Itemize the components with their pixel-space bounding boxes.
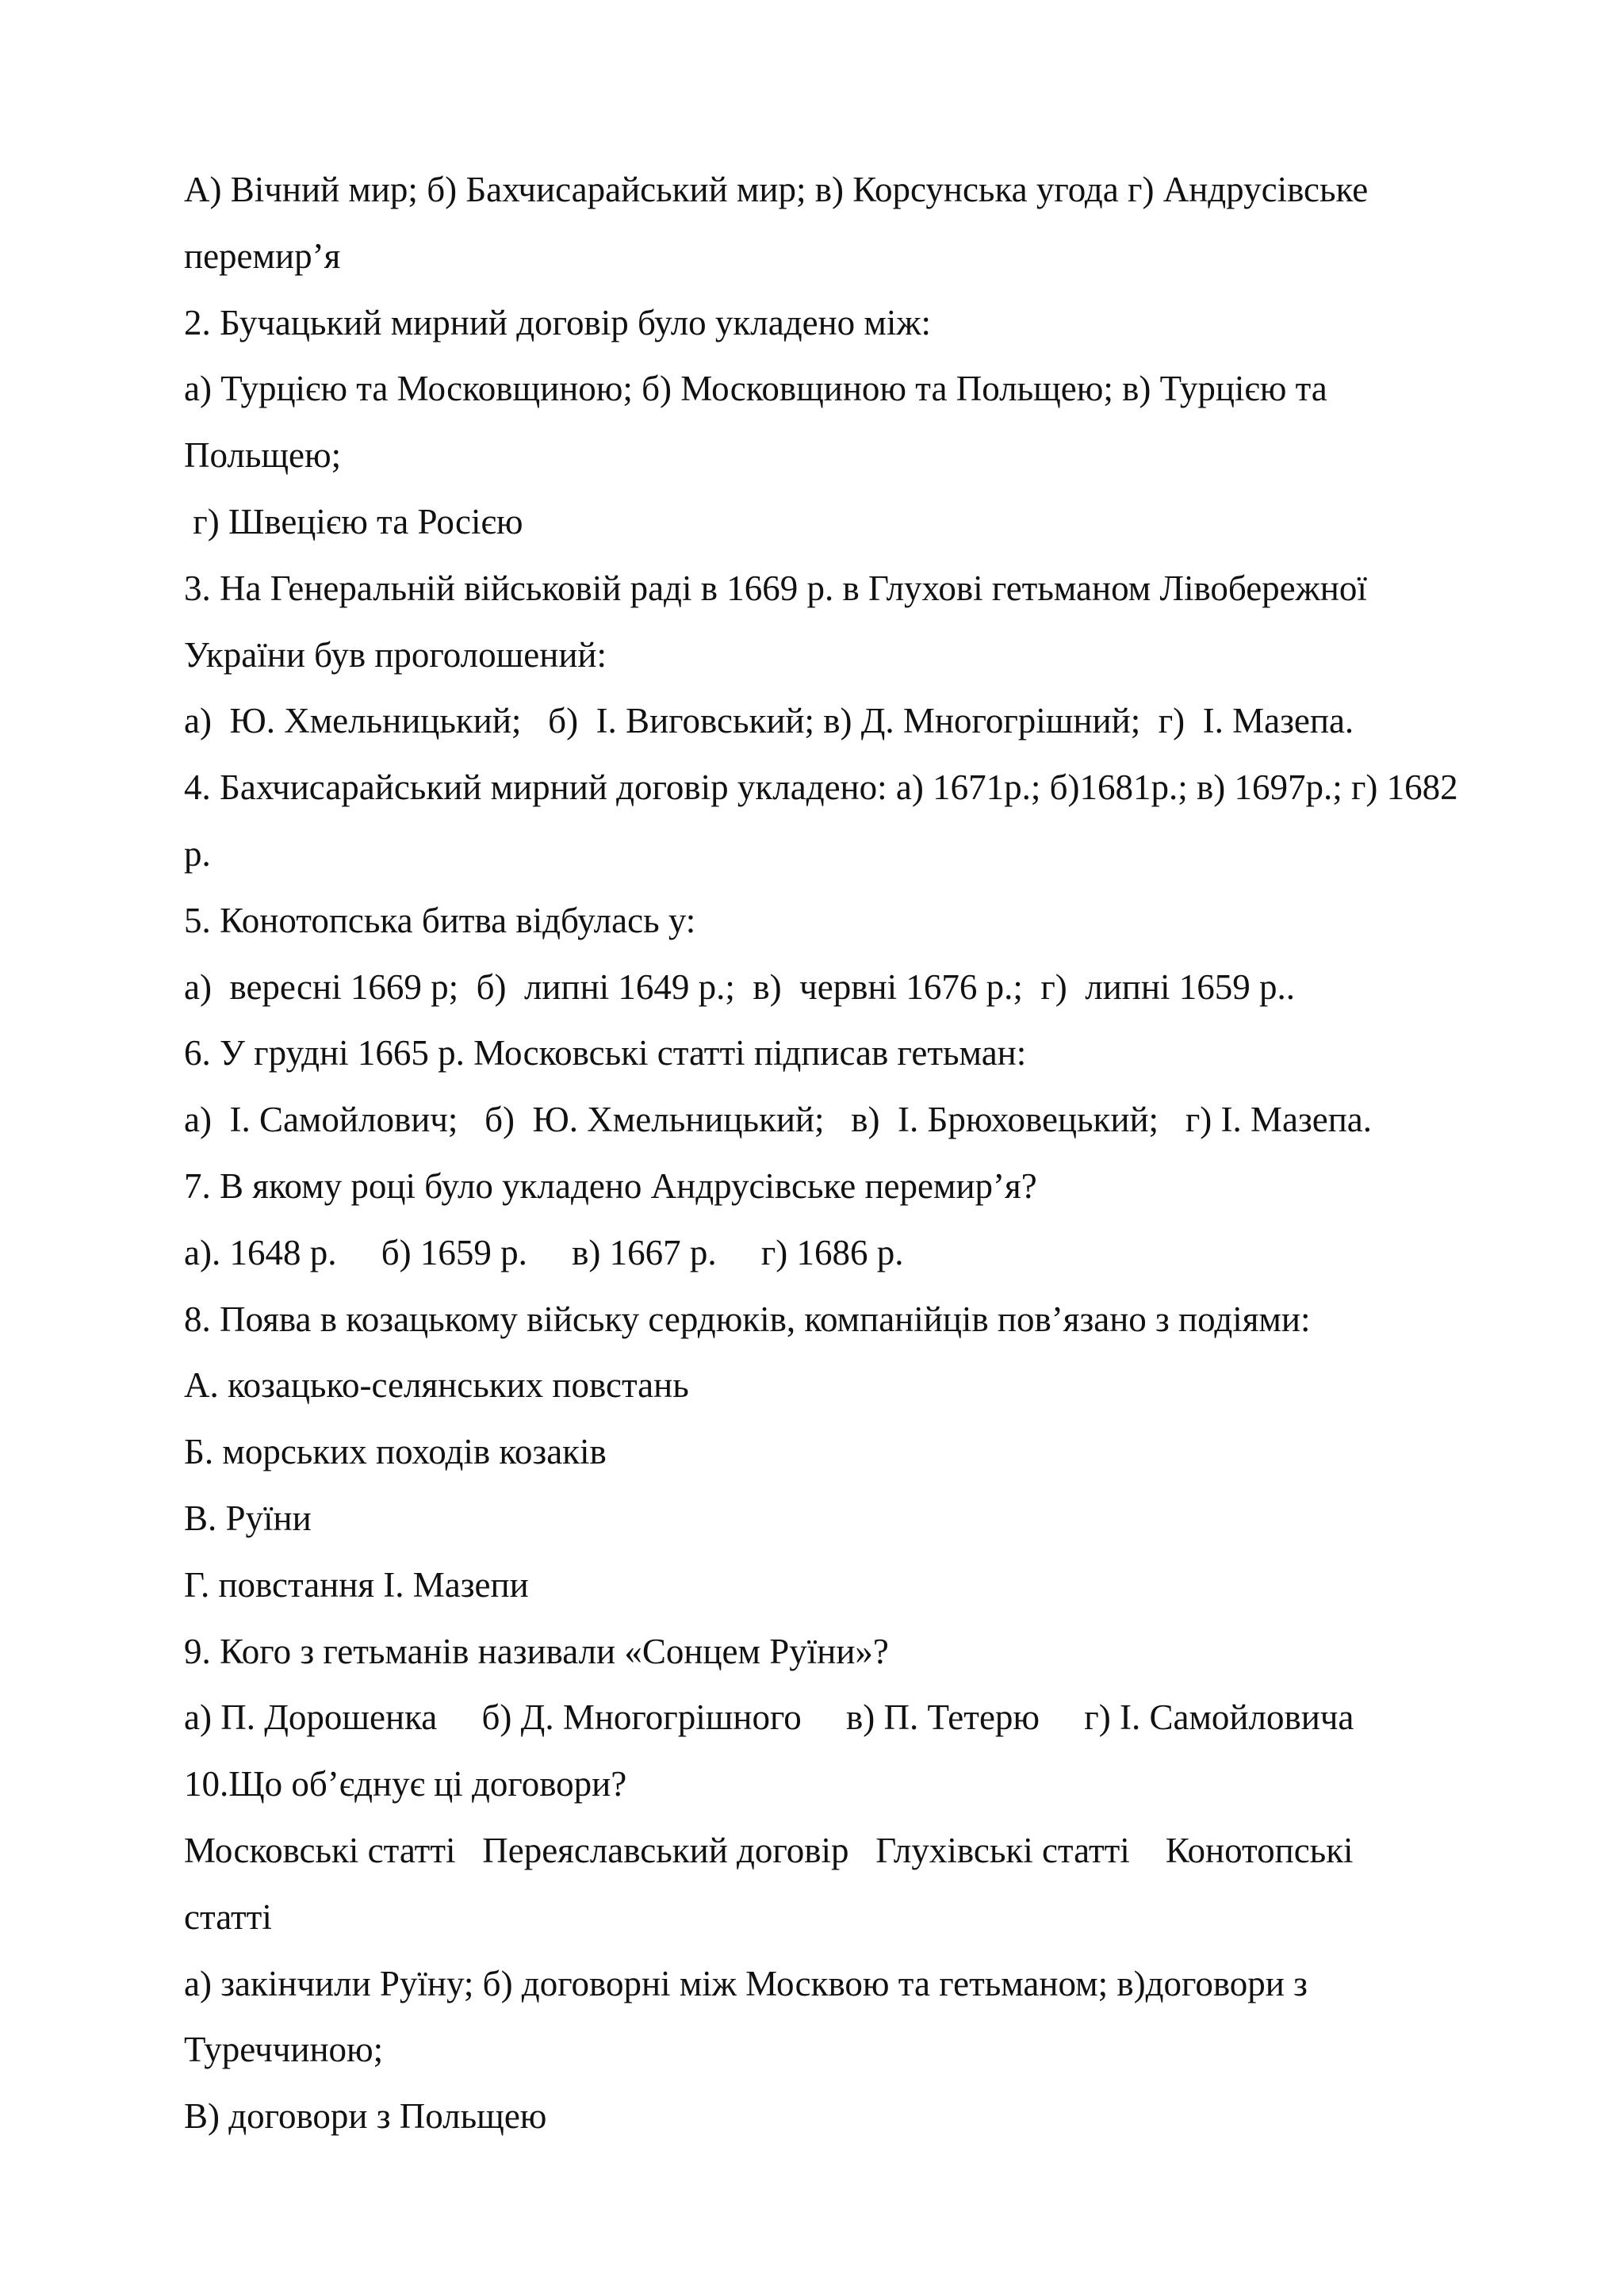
text-line: В. Руїни xyxy=(184,1498,312,1538)
text-line: Г. повстання І. Мазепи xyxy=(184,1564,529,1605)
text-line: перемир’я xyxy=(184,235,341,276)
text-line: Польщею; xyxy=(184,435,342,476)
text-line: Туреччиною; xyxy=(184,2030,384,2070)
text-line: а). 1648 р. б) 1659 р. в) 1667 р. г) 1686 р. xyxy=(184,1232,904,1272)
text-line: А) Вічний мир; б) Бахчисарайський мир; в) Корсунська угода г) Андрусівське xyxy=(184,170,1369,209)
text-line: г) Швецією та Росією xyxy=(184,501,523,541)
text-line: а) закінчили Руїну; б) договорні між Москвою та гетьманом; в)договори з xyxy=(184,1963,1308,2003)
text-line: а) І. Самойлович; б) Ю. Хмельницький; в) І. Брюховецький; г) І. Мазепа. xyxy=(184,1100,1373,1140)
text-line: статті xyxy=(184,1896,272,1937)
text-line: В) договори з Польщею xyxy=(184,2096,547,2137)
text-line: А. козацько-селянських повстань xyxy=(184,1365,689,1406)
text-line: а) вересні 1669 р; б) липні 1649 р.; в) червні 1676 р.; г) липні 1659 р.. xyxy=(184,966,1295,1007)
question-3: 3. На Генеральній військовій раді в 1669 р. в Глухові гетьманом Лівобережної xyxy=(184,568,1367,608)
text-line: а) Ю. Хмельницький; б) І. Виговський; в) Д. Многогрішний; г) І. Мазепа. xyxy=(184,701,1354,741)
question-5: 5. Конотопська битва відбулась у: xyxy=(184,900,696,940)
question-4: 4. Бахчисарайський мирний договір укладено: а) 1671р.; б)1681р.; в) 1697р.; г) 1682 xyxy=(184,767,1458,808)
text-line: Б. морських походів козаків xyxy=(184,1432,607,1472)
question-7: 7. В якому році було укладено Андрусівське перемир’я? xyxy=(184,1165,1037,1206)
question-6: 6. У грудні 1665 р. Московські статті підписав гетьман: xyxy=(184,1033,1027,1073)
question-2: 2. Бучацький мирний договір було укладено між: xyxy=(184,302,931,342)
document-text xyxy=(184,157,1580,2150)
text-line: р. xyxy=(184,833,211,874)
text-line: а) П. Дорошенка б) Д. Многогрішного в) П. Тетерю г) І. Самойловича xyxy=(184,1697,1354,1738)
text-line: Московські статті Переяславський договір Глухівські статті Конотопські xyxy=(184,1830,1354,1870)
question-8: 8. Поява в козацькому війську сердюків, компанійців пов’язано з подіями: xyxy=(184,1299,1311,1339)
question-9: 9. Кого з гетьманів називали «Сонцем Руїни»? xyxy=(184,1631,889,1671)
text-line: України був проголошений: xyxy=(184,634,607,675)
question-10: 10.Що об’єднує ці договори? xyxy=(184,1764,627,1804)
text-line: а) Турцією та Московщиною; б) Московщиною та Польщею; в) Турцією та xyxy=(184,369,1327,409)
